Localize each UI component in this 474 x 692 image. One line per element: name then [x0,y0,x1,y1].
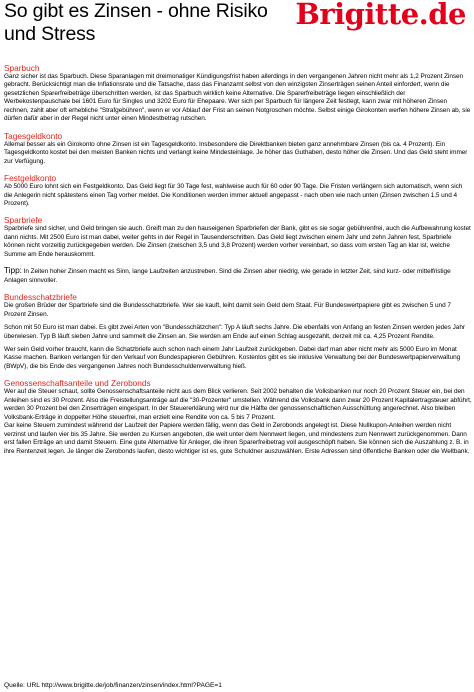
article-header [2,0,472,55]
section-paragraph: Allemal besser als ein Girokonto ohne Zinsen ist ein Tagesgeldkonto. Insbesondere die Direktbanken bieten ganz annehmbare Zinsen (bis ca. 4 Prozent). Ein Tagesgeldkonto kostet bei den meisten Banken nichts und verlangt keine Mindesteinlage. Je höher das Guthaben, desto höher die Zinsen. Und das Geld steht immer zur Verfügung. [4,140,468,165]
section-paragraph: Schon mit 50 Euro ist man dabei. Es gibt zwei Arten von "Bundesschätzchen": Typ A läuft sechs Jahre. Die ebenfalls von Anfang an festen Zinsen werden jedes Jahr überwiesen. Typ B läuft sieben Jahre und sammelt die Zinsen an. Sie werden am Ende auf einen Schlag ausgezahlt, derzeit mit ca. 4,25 Prozent Rendite. [4,324,465,340]
section-heading: Genossenschaftsanteile und Zerobonds [4,378,151,389]
section-heading: Festgeldkonto [4,173,57,184]
section-paragraph: Wer auf die Steuer schaut, sollte Genossenschaftsanteile nicht aus dem Blick verlieren. Seit 2002 behalten die Volksbanken nur noch 20 Prozent Steuer ein, bei den Anleihen sind es 30 Prozent. Also die Freistellungsanträge auf die "30-Prozenter" umstellen. Während die Volksbank dann zwar 20 Prozent Kapitalertragsteuer abführt, werden 30 Prozent bei den Zinserträgen eingespart. In der Steuererklärung wird nur die Hälfte der genossenschaftlichen Ausschüttung angerechnet. Also bleiben Volksbank-Erträge in doppelter Höhe steuerfrei, man erzielt eine Rendite von ca. 5 bis 7 Prozent. [4,388,472,421]
section-sparbuch [2,63,472,124]
section-festgeldkonto [2,173,472,208]
page-title: So gibt es Zinsen - ohne Risiko und Stress [4,0,268,45]
section-heading: Sparbriefe [4,215,43,226]
source-url: Quelle: URL http://www.brigitte.de/job/finanzen/zinsen/index.html?PAGE=1 [4,682,222,689]
section-heading: Bundesschatzbriefe [4,292,77,303]
section-paragraph: Ganz sicher ist das Sparbuch. Diese Sparanlagen mit dreimonatiger Kündigungsfrist haben allerdings in den vergangenen Jahren nicht mehr als 1,2 Prozent Zinsen gebracht. Berücksichtigt man die Inflationsrate und die Tatsache, dass das Finanzamt selbst von den winzigsten Zinserträgen seinen Anteil einfordert, wenn die gesetzlichen Sparerfreibeträge überschritten werden, ist das Sparbuch wirklich keine Alternative. Die Sparerfreibeträge liegen einschließlich der Werbekostenpauschale bei 1601 Euro für Singles und 3202 Euro für Ehepaare. Wer sich per Sparbuch für längere Zeit festlegt, kann zwar mit höheren Zinsen rechnen, zahlt aber oft erhebliche "Strafgebühren", wenn er vor Ablauf der Frist an seinen Notgroschen möchte. Selbst einige Girokonten werfen höhere Zinsen ab, sie dürfen dafür aber in der Regel nicht unter einen Mindestbetrag rutschen. [4,73,471,123]
section-paragraph: Die großen Brüder der Sparbriefe sind die Bundesschatzbriefe. Wer sie kauft, leiht damit sein Geld dem Staat. Für Bundeswertpapiere gibt es zwischen 5 und 7 Prozent Zinsen. [4,302,451,318]
section-tagesgeldkonto [2,131,472,166]
section-heading: Sparbuch [4,63,40,73]
section-sparbriefe [2,215,472,259]
section-paragraph: Gar keine Steuern zumindest während der Laufzeit der Papiere werden fällig, wenn das Geld in Zerobonds angelegt ist. Diese Nullkupon-Anleihen werden nicht verzinst und laufen vier bis 35 Jahre. Sie werden zu Kursen angeboten, die weit unter dem Nennwert liegen, und mindestens zum Nennwert zurückgenommen. Dann erst fallen Erträge an und damit Steuern. Eine gute Alternative für Anleger, die ihren Sparerfreibetrag voll ausgeschöpft haben. Sie können sich die Auszahlung z. B. in ihre Rentenzeit legen. Je länger die Zerobonds laufen, desto wichtiger ist es, gute Schuldner auszuwählen. Erste Adressen sind öffentliche Banken oder die Weltbank. [4,422,470,455]
tip-paragraph [4,266,472,285]
section-paragraph: Sparbriefe sind sicher, und Geld bringen sie auch. Greift man zu den hauseigenen Sparbriefen der Bank, gibt es sie sogar gebührenfrei, auch die Aufbewahrung kostet dann nichts. Mit 2500 Euro ist man dabei, weiter gehts in der Regel in Tausenderschritten. Das Geld liegt zwischen einem Jahr und zehn Jahren fest, Sparbriefe können nicht vorzeitig zurückgegeben werden. Die Zinsen (zwischen 3,5 und 3,8 Prozent) werden vorher vereinbart, so dass vom ersten Tag an klar ist, welche Summe am Ende herauskommt. [4,225,471,258]
brigitte-logo: Brigitte.de [295,0,466,31]
tip-label: Tipp: [4,265,22,276]
section-heading: Tagesgeldkonto [4,130,63,141]
tip-text: In Zeiten hoher Zinsen macht es Sinn, lange Laufzeiten anzustreben. Sind die Zinsen aber niedrig, wie gerade in letzter Zeit, sind kurz- oder mittelfristige Anlagen sinnvoller. [4,268,451,284]
section-bundesschatzbriefe [2,292,472,371]
section-paragraph: Wer sein Geld vorher braucht, kann die Schatzbriefe auch schon nach einem Jahr Laufzeit zurückgeben. Dabei darf man aber nicht mehr als 5000 Euro im Monat Kasse machen. Banken verlangen für den Verkauf von Bundespapieren Gebühren. Kostenlos gibt es sie inklusive Verwaltung bei der Bundeswertpapierverwaltung (BWpV), die bis Ende des vergangenen Jahres noch Bundesschuldenverwaltung hieß. [4,345,461,370]
section-genossenschaftsanteile [2,378,472,456]
section-paragraph: Ab 5000 Euro lohnt sich ein Festgeldkonto. Das Geld liegt für 30 Tage fest, wahlweise auch für 60 oder 90 Tage. Die Fristen verlängern sich automatisch, wenn sich die Anlegerin nicht spätestens einen Tag vorher meldet. Die Konditionen werden immer aktuell angepasst - nach oben wie nach unten (Zinsen zwischen 1,5 und 4 Prozent). [4,183,463,207]
